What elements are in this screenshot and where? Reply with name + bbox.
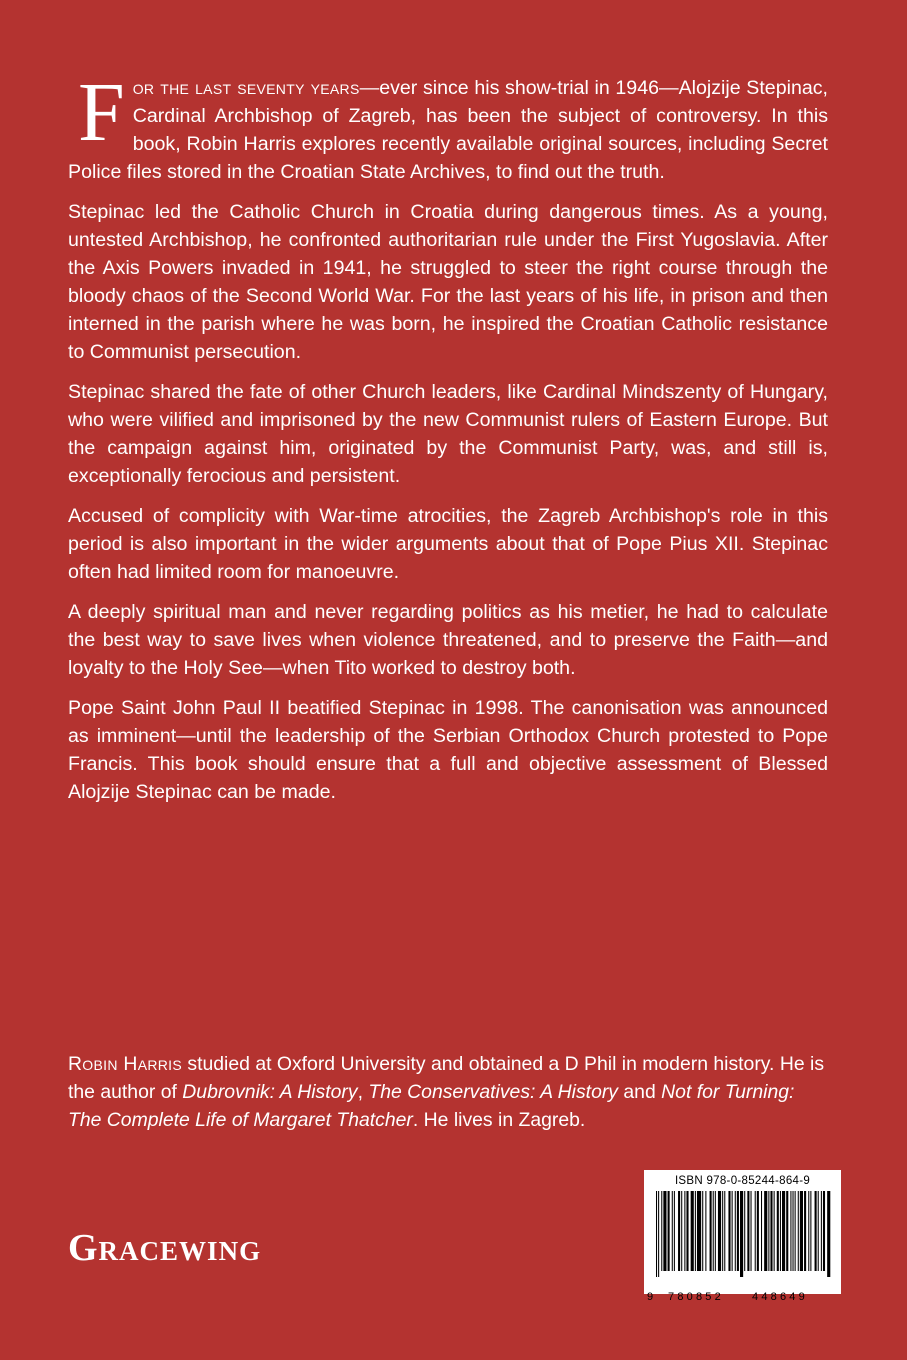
- barcode-bar: [678, 1191, 680, 1271]
- barcode-bar: [790, 1191, 791, 1271]
- barcode-bar: [728, 1191, 730, 1271]
- barcode-bar: [818, 1191, 819, 1271]
- blurb-paragraph-2: Stepinac led the Catholic Church in Croatia during dangerous times. As a young, untested Archbishop, he confronted authoritarian rule under the First Yugoslavia. After the Axis Powers invaded in 1941, he struggled to steer the right course through the bloody chaos of the Second World War. For the last years of his life, in prison and then interned in the parish where he was born, he inspired the Croatian Catholic resistance to Communist persecution.: [68, 201, 828, 363]
- barcode-bar: [782, 1191, 785, 1271]
- barcode-bar: [774, 1191, 775, 1271]
- book-title: Not for Turning: The Complete Life of Margaret Thatcher: [68, 1081, 795, 1131]
- barcode-bar: [681, 1191, 682, 1271]
- blurb-paragraph-4: Accused of complicity with War-time atrocities, the Zagreb Archbishop's role in this period is also important in the wider arguments about that of Pope Pius XII. Stepinac often had limited room for manoeuvre.: [68, 505, 828, 583]
- barcode-bar: [755, 1191, 756, 1271]
- barcode-bar: [695, 1191, 696, 1271]
- barcode-bar: [722, 1191, 723, 1271]
- barcode-digits-right: 448649: [752, 1291, 808, 1303]
- barcode-bar: [732, 1191, 733, 1271]
- barcode-bar: [661, 1191, 662, 1271]
- barcode-bar: [768, 1191, 769, 1271]
- barcode-bar: [724, 1191, 725, 1271]
- opening-small-caps: or the last seventy years: [132, 77, 360, 99]
- blurb-paragraph-6: Pope Saint John Paul II beatified Stepinac in 1998. The canonisation was announced as imminent—until the leadership of the Serbian Orthodox Church protested to Pope Francis. This book should ensure that a full and objective assessment of Blessed Alojzije Stepinac can be made.: [68, 697, 828, 803]
- author-name: Robin Harris: [68, 1053, 183, 1075]
- barcode-bar: [800, 1191, 803, 1271]
- barcode-bar: [786, 1191, 788, 1271]
- book-title: Dubrovnik: A History: [182, 1081, 358, 1103]
- barcode-bar: [686, 1191, 688, 1271]
- barcode-bar: [827, 1191, 830, 1277]
- barcode-digits-left: 780852: [668, 1291, 724, 1303]
- barcode-bar: [697, 1191, 701, 1271]
- barcode-bar: [735, 1191, 736, 1271]
- barcode-bar: [747, 1191, 749, 1271]
- barcode-digit-first: 9: [647, 1291, 654, 1303]
- barcode-bar: [672, 1191, 673, 1271]
- barcode-bar: [710, 1191, 712, 1271]
- barcode-bar: [691, 1191, 694, 1271]
- barcode-bar: [808, 1191, 809, 1271]
- barcode-bar: [804, 1191, 806, 1271]
- barcode-bar: [821, 1191, 822, 1271]
- blurb: [68, 66, 828, 818]
- blurb-paragraph-1-text: —ever since his show-trial in 1946—Alojzije Stepinac, Cardinal Archbishop of Zagreb, has been the subject of controversy. In this book, Robin Harris explores recently available original sources, including Secret Police files stored in the Croatian State Archives, to find out the truth.: [68, 77, 828, 183]
- barcode-bar: [718, 1191, 721, 1271]
- barcode-bar: [674, 1191, 675, 1271]
- barcode-bar: [751, 1191, 752, 1271]
- barcode-bar: [656, 1191, 657, 1277]
- publisher-logo: Gracewing: [68, 1227, 262, 1269]
- barcode-bar: [761, 1191, 762, 1271]
- barcode-bars: [652, 1191, 833, 1277]
- blurb-paragraph-3: Stepinac shared the fate of other Church leaders, like Cardinal Mindszenty of Hungary, who were vilified and imprisoned by the new Communist rulers of Eastern Europe. But the campaign against him, originated by the Communist Party, was, and still is, exceptionally ferocious and persistent.: [68, 381, 828, 487]
- barcode-bar: [740, 1191, 743, 1277]
- isbn-barcode: [644, 1170, 841, 1303]
- barcode-bar: [663, 1191, 666, 1271]
- barcode-bar: [823, 1191, 825, 1271]
- barcode-bar: [658, 1191, 659, 1277]
- barcode-bar: [684, 1191, 685, 1271]
- blurb-paragraph-5: A deeply spiritual man and never regarding politics as his metier, he had to calculate the best way to save lives when violence threatened, and to preserve the Faith—and loyalty to the Holy See—when Tito worked to destroy both.: [68, 601, 828, 679]
- barcode-bar: [715, 1191, 716, 1271]
- barcode-bar: [668, 1191, 670, 1271]
- barcode-bar: [770, 1191, 772, 1271]
- isbn-label: ISBN 978-0-85244-864-9: [674, 1175, 811, 1187]
- barcode-bar: [705, 1191, 706, 1271]
- barcode-bar: [764, 1191, 767, 1271]
- barcode-bar: [780, 1191, 781, 1271]
- drop-cap: F: [78, 66, 125, 159]
- barcode-bar: [793, 1191, 794, 1271]
- barcode-bar: [815, 1191, 817, 1271]
- barcode-bar: [737, 1191, 739, 1271]
- book-title: The Conservatives: A History: [368, 1081, 619, 1103]
- barcode-bar: [702, 1191, 703, 1271]
- barcode-bar: [744, 1191, 745, 1271]
- barcode-bar: [798, 1191, 799, 1271]
- blurb-paragraph-1: [68, 66, 828, 186]
- barcode-bar: [777, 1191, 779, 1271]
- barcode-bar: [757, 1191, 759, 1271]
- barcode-bar: [713, 1191, 714, 1271]
- author-bio: Robin Harris studied at Oxford University and obtained a D Phil in modern history. He is the author of Dubrovnik: A History, The Conservatives: A History and Not for Turning: The Complete Life of Margaret Thatcher. He lives in Zagreb.: [68, 1053, 825, 1131]
- barcode-bar: [810, 1191, 811, 1271]
- barcode-bar: [795, 1191, 796, 1271]
